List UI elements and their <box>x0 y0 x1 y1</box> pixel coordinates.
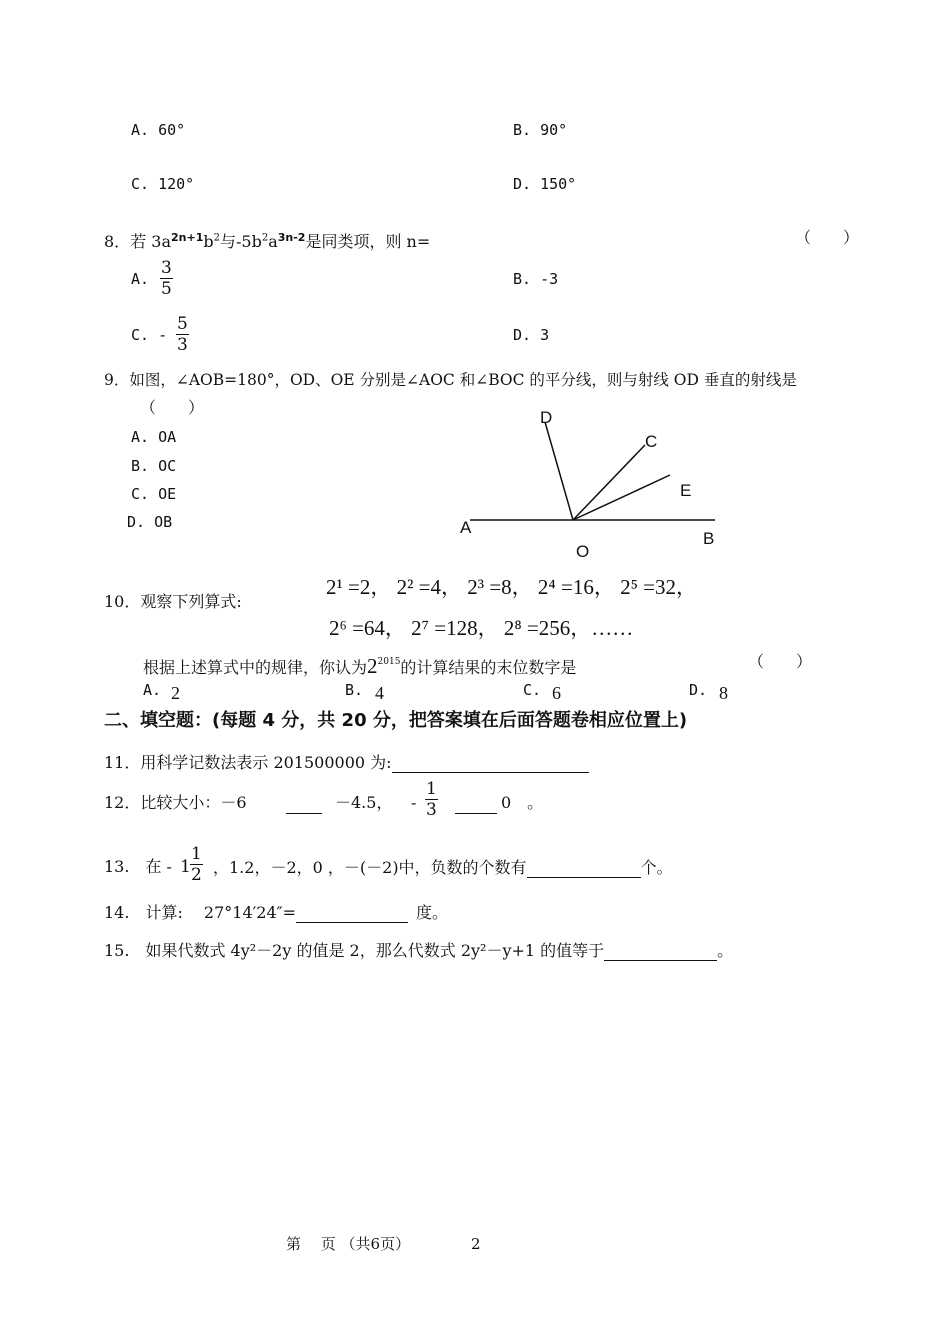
q10-option-c-label: C. <box>523 681 542 699</box>
q8-number: 8． <box>104 232 131 251</box>
q8-pre: 若 3a <box>130 232 171 251</box>
q13-whole: 1 <box>180 857 191 877</box>
q13-pre: 13. 在 - <box>104 857 172 876</box>
q15-answer-blank[interactable] <box>604 940 717 961</box>
q10-option-d-label: D. <box>689 681 708 699</box>
q12-denominator: 3 <box>426 800 437 820</box>
label-e: E <box>680 481 692 500</box>
q12-answer-blank-2[interactable] <box>455 793 497 814</box>
q14-end: 度。 <box>416 903 449 922</box>
q11-answer-blank[interactable] <box>392 752 589 773</box>
q8-option-a-numerator: 3 <box>161 258 172 278</box>
q12-post: 0 。 <box>501 793 544 812</box>
q13-fraction <box>190 844 203 885</box>
q8-option-b: B. -3 <box>513 270 559 288</box>
q9-stem: 9．如图，∠AOB=180°，OD、OE 分别是∠AOC 和∠BOC 的平分线，则与射线 OD 垂直的射线是 <box>104 371 797 389</box>
label-c: C <box>645 432 658 451</box>
q10-option-a: 2 <box>171 683 180 703</box>
ray-oc <box>573 445 645 520</box>
q8-a: a <box>268 232 278 251</box>
q10-power-exp: 2015 <box>377 657 401 667</box>
q10-option-a-label: A. <box>143 681 162 699</box>
label-b: B <box>703 529 715 548</box>
q12-numerator: 1 <box>426 779 437 799</box>
q15 <box>104 940 733 961</box>
q8-option-a-fraction <box>160 258 173 299</box>
q9-angle-figure <box>440 400 740 570</box>
q13-numerator: 1 <box>191 844 202 864</box>
q13-answer-blank[interactable] <box>527 857 641 878</box>
q11 <box>104 752 589 773</box>
q14-pre: 14. 计算: 27°14′24″= <box>104 903 297 922</box>
q10-question-post: 的计算结果的末位数字是 <box>400 658 577 677</box>
q8-mid: 与-5b <box>219 232 262 251</box>
q12-answer-blank-1[interactable] <box>286 793 322 814</box>
q13-denominator: 2 <box>191 865 202 885</box>
q9-option-b: B. OC <box>131 457 177 475</box>
q8-stem <box>104 228 430 252</box>
q8-option-d: D. 3 <box>513 326 550 344</box>
q8-exp1: 2n+1 <box>171 231 204 244</box>
q7-option-a: A. 60° <box>131 121 186 139</box>
q8-answer-paren: （ ） <box>795 228 860 247</box>
label-o: O <box>576 542 590 561</box>
q7-option-c: C. 120° <box>131 175 195 193</box>
q13-line <box>213 857 673 878</box>
q8-option-c-numerator: 5 <box>177 314 188 334</box>
q8-option-c-denominator: 3 <box>177 335 188 355</box>
q8-exp4: 3n-2 <box>277 231 306 244</box>
q10-question-pre: 根据上述算式中的规律，你认为 <box>143 658 368 677</box>
q9-option-d: D. OB <box>127 513 173 531</box>
q12-mid: －4.5， <box>335 793 393 812</box>
q10-pattern-line1: 2¹ =2， 2² =4， 2³ =8， 2⁴ =16， 2⁵ =32， <box>326 575 697 599</box>
label-d: D <box>540 408 553 427</box>
q10-question <box>143 652 576 678</box>
q10-option-c: 6 <box>552 683 561 703</box>
q15-pre: 15. 如果代数式 4y²－2y 的值是 2，那么代数式 2y²－y+1 的值等于 <box>104 941 605 960</box>
q14-answer-blank[interactable] <box>296 902 408 923</box>
q10-stem: 10．观察下列算式: <box>104 592 242 611</box>
section-2-title: 二、填空题：(每题 4 分，共 20 分，把答案填在后面答题卷相应位置上) <box>104 710 688 731</box>
q7-option-b: B. 90° <box>513 121 568 139</box>
q13-post: ，1.2，－2，0 ，－(－2)中，负数的个数有 <box>213 858 527 877</box>
q8-exp3: 2 <box>261 232 269 244</box>
q10-answer-paren: （ ） <box>748 652 813 671</box>
q9-option-a: A. OA <box>131 428 177 446</box>
q7-option-d: D. 150° <box>513 175 577 193</box>
q12-minus: - <box>411 793 417 812</box>
q9-answer-paren: （ ） <box>140 398 205 417</box>
q9-option-c: C. OE <box>131 485 177 503</box>
q8-option-c-label: C. - <box>131 326 168 344</box>
q8-b: b <box>203 232 214 251</box>
q8-option-a-label: A. <box>131 270 150 288</box>
q10-option-b: 4 <box>375 683 384 703</box>
ray-oe <box>573 475 670 520</box>
q15-end: 。 <box>717 941 734 960</box>
q12-fraction <box>425 779 438 820</box>
page-footer: 第 页 （共6页） <box>286 1235 411 1253</box>
q8-exp2: 2 <box>213 232 220 244</box>
q8-option-a-denominator: 5 <box>161 279 172 299</box>
q13-end: 个。 <box>640 858 673 877</box>
page-number: 2 <box>471 1235 481 1253</box>
ray-od <box>545 422 573 520</box>
q14 <box>104 902 448 923</box>
q10-pattern-line2: 2⁶ =64， 2⁷ =128， 2⁸ =256，…… <box>329 616 634 640</box>
q8-post: 是同类项，则 n= <box>305 232 431 251</box>
q11-text: 11．用科学记数法表示 201500000 为: <box>104 753 392 772</box>
q12-pre: 12．比较大小：－6 <box>104 793 247 812</box>
q8-option-c-fraction <box>176 314 189 355</box>
q10-option-b-label: B. <box>345 681 364 699</box>
q10-power-base: 2 <box>367 654 378 678</box>
label-a: A <box>460 518 472 537</box>
q10-option-d: 8 <box>719 683 728 703</box>
